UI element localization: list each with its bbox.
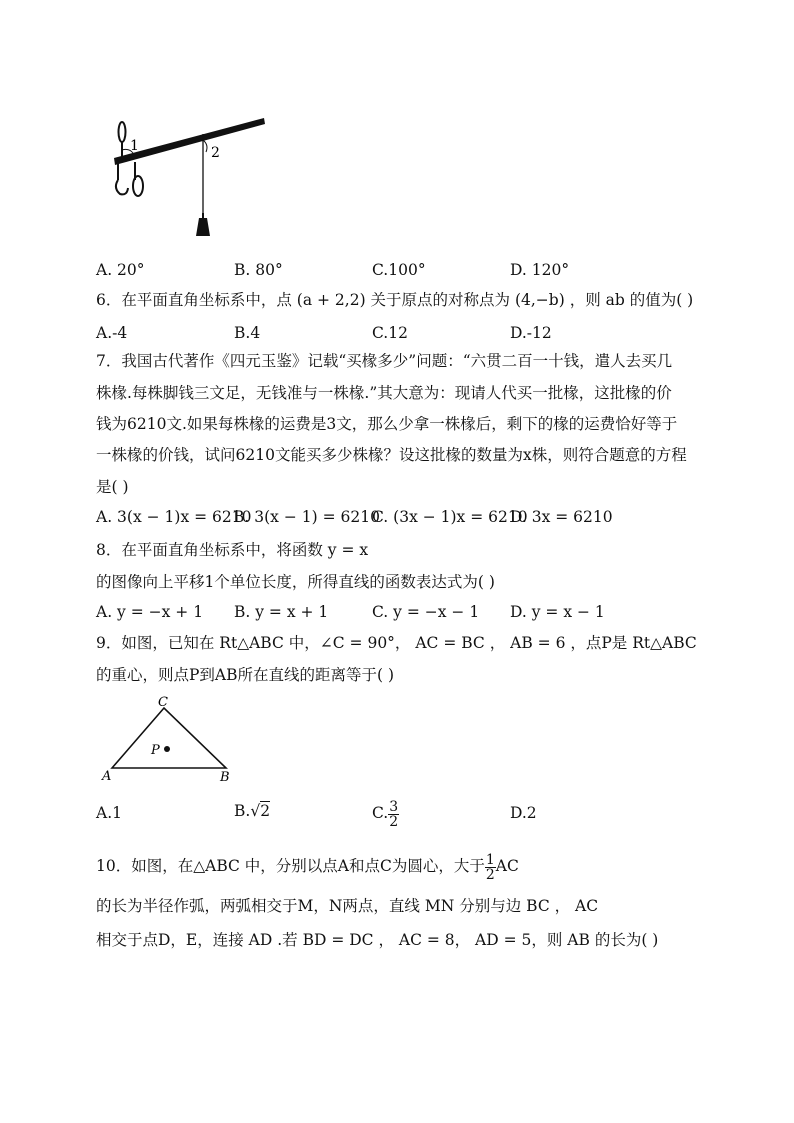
q9-option-c	[372, 794, 399, 832]
q6-option-d: D.-12	[510, 324, 552, 342]
q7-option-b: B. 3(x − 1) = 6210	[233, 508, 380, 526]
q9-option-a: A.1	[96, 804, 122, 822]
q6-option-c: C.12	[372, 324, 408, 342]
q9-option-b-radicand: 2	[260, 802, 271, 820]
q5-option-d: D. 120°	[510, 261, 570, 279]
q10-stem-line-3: 相交于点D，E，连接 AD .若 BD = DC ， AC = 8， AD = 5，则 AB 的长为( )	[96, 931, 659, 949]
fraction-numerator: 3	[389, 798, 399, 815]
q5-option-c: C.100°	[372, 261, 426, 279]
angle-label-2: 2	[211, 145, 220, 161]
q7-stem-line-3: 钱为6210文.如果每株椽的运费是3文，那么少拿一株椽后，剩下的椽的运费恰好等于	[96, 415, 678, 433]
q8-stem-line-1: 8．在平面直角坐标系中，将函数 y = x	[96, 541, 369, 559]
q5-option-a: A. 20°	[96, 261, 145, 279]
q5-option-b: B. 80°	[234, 261, 283, 279]
q9-option-b	[234, 800, 270, 822]
q7-stem-line-1: 7．我国古代著作《四元玉鉴》记载“买椽多少”问题：“六贯二百一十钱，遣人去买几	[96, 352, 673, 370]
fraction-denominator: 2	[389, 813, 399, 830]
triangle-abc	[112, 708, 226, 768]
vertex-label-c: C	[158, 695, 168, 710]
point-label-p: P	[151, 743, 160, 758]
triangle-figure	[98, 694, 248, 786]
q9-option-d: D.2	[510, 804, 537, 822]
vertex-label-b: B	[220, 770, 230, 785]
vertex-label-a: A	[102, 769, 112, 784]
q7-option-d: D. 3x = 6210	[510, 508, 613, 526]
q9-stem-line-1: 9．如图，已知在 Rt△ABC 中，∠C = 90°， AC = BC ， AB = 6 ，点P是 Rt△ABC	[96, 634, 697, 652]
q8-option-a: A. y = −x + 1	[96, 603, 204, 621]
q6-option-a: A.-4	[96, 324, 128, 342]
q10-stem-prefix: 10．如图，在△ABC 中，分别以点A和点C为圆心，大于	[96, 857, 485, 875]
fraction-denominator: 2	[485, 866, 495, 883]
q8-option-b: B. y = x + 1	[234, 603, 329, 621]
q8-stem-line-2: 的图像向上平移1个单位长度，所得直线的函数表达式为( )	[96, 573, 495, 591]
q9-option-b-prefix: B.	[234, 802, 251, 820]
q6-option-b: B.4	[234, 324, 261, 342]
steelyard-figure	[100, 110, 275, 245]
q7-stem-line-4: 一株椽的价钱，试问6210文能买多少株椽？设这批椽的数量为x株，则符合题意的方程	[96, 446, 687, 464]
weight-string	[203, 134, 207, 215]
q10-stem-line-1	[96, 846, 519, 886]
q7-stem-line-5: 是( )	[96, 478, 129, 496]
q8-option-c: C. y = −x − 1	[372, 603, 480, 621]
q7-stem-line-2: 株椽.每株脚钱三文足，无钱准与一株椽.”其大意为：现请人代买一批椽，这批椽的价	[96, 384, 672, 402]
sqrt-icon: √	[250, 802, 261, 820]
counterweight	[196, 213, 210, 236]
q7-option-c: C. (3x − 1)x = 6210	[372, 508, 528, 526]
q10-stem-line-2: 的长为半径作弧，两弧相交于M，N两点，直线 MN 分别与边 BC ， AC	[96, 897, 599, 915]
fraction-numerator: 1	[485, 851, 495, 868]
q7-option-a: A. 3(x − 1)x = 6210	[96, 508, 252, 526]
q10-fraction	[485, 853, 496, 882]
q9-option-c-fraction	[388, 800, 399, 829]
angle-label-1: 1	[130, 138, 139, 154]
q6-stem: 6．在平面直角坐标系中，点 (a + 2,2) 关于原点的对称点为 (4,−b) ，则 ab 的值为( )	[96, 291, 694, 309]
q9-option-c-prefix: C.	[372, 804, 389, 822]
q9-stem-line-2: 的重心，则点P到AB所在直线的距离等于( )	[96, 666, 395, 684]
centroid-point	[164, 746, 170, 752]
q10-stem-suffix: AC	[495, 857, 519, 875]
q8-option-d: D. y = x − 1	[510, 603, 605, 621]
